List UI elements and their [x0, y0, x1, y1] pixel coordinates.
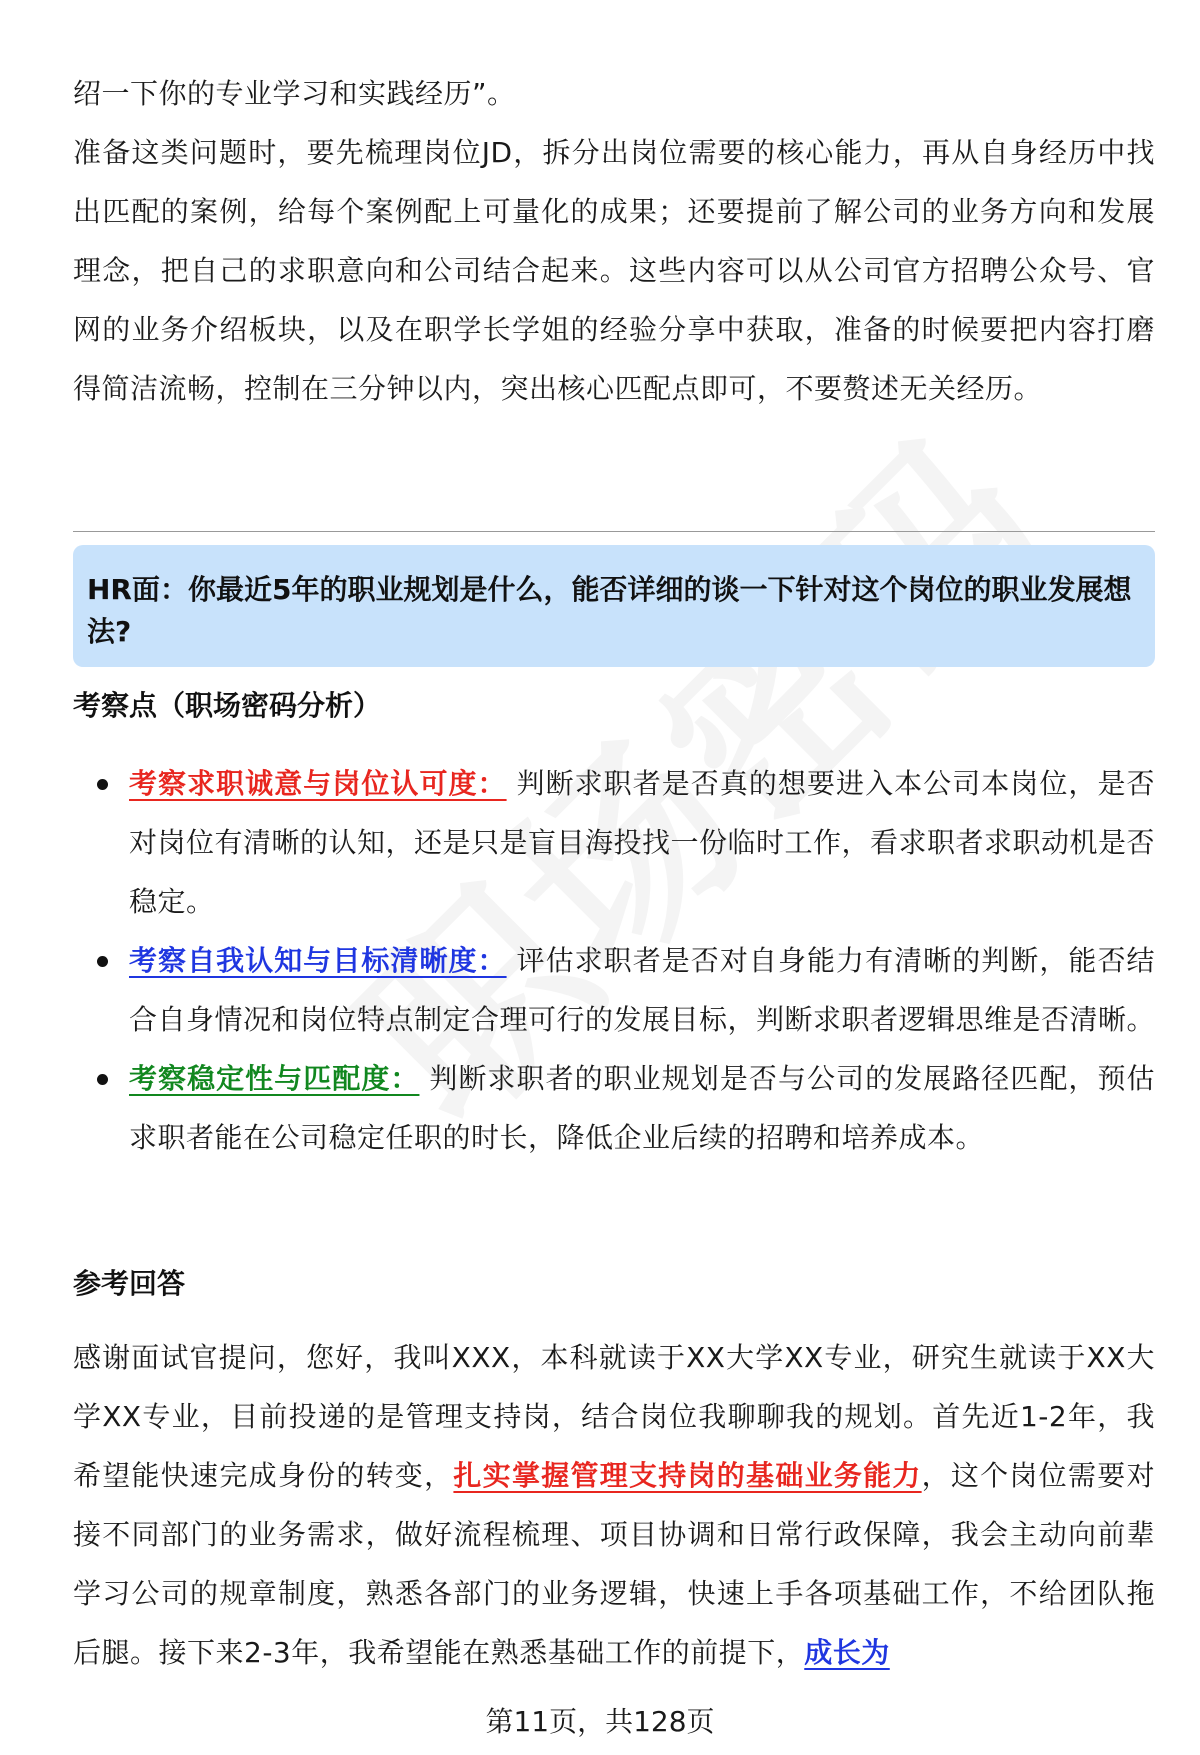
answer-paragraph — [73, 1328, 1155, 1682]
analysis-points-list — [73, 754, 1155, 1167]
point-text: 判断求职者是否真的想要进入本公司本岗位，是否对岗位有清晰的认知，还是只是盲目海投找一份临时工作，看求职者求职动机是否稳定。 — [129, 767, 1156, 918]
section-title-analysis: 考察点（职场密码分析） — [73, 689, 382, 722]
section-title-answer: 参考回答 — [73, 1267, 186, 1300]
bullet-icon — [97, 1074, 108, 1085]
question-text: HR面：你最近5年的职业规划是什么，能否详细的谈一下针对这个岗位的职业发展想法? — [87, 573, 1132, 648]
intro-line: 绍一下你的专业学习和实践经历”。 — [73, 77, 516, 110]
bullet-icon — [97, 956, 108, 967]
answer-text: ，这个岗位需要对接不同部门的业务需求，做好流程梳理、项目协调和日常行政保障，我会主动向前辈学习公司的规章制度，熟悉各部门的业务逻辑，快速上手各项基础工作，不给团队拖后腿。接下来2-3年，我希望能在熟悉基础工作的前提下， — [73, 1459, 1155, 1669]
answer-highlight: 成长为 — [804, 1636, 890, 1669]
point-keyword: 考察自我认知与目标清晰度： — [129, 944, 507, 977]
intro-section — [73, 64, 1155, 418]
answer-text: 感谢面试官提问，您好，我叫XXX，本科就读于XX大学XX专业，研究生就读于XX大学XX专业，目前投递的是管理支持岗，结合岗位我聊聊我的规划。首先近1-2年，我希望能快速完成身份的转变， — [73, 1341, 1155, 1492]
point-keyword: 考察稳定性与匹配度： — [129, 1062, 420, 1095]
page-number: 第11页，共128页 — [485, 1705, 715, 1738]
point-keyword: 考察求职诚意与岗位认可度： — [129, 767, 507, 800]
analysis-point — [73, 931, 1155, 1049]
point-text: 评估求职者是否对自身能力有清晰的判断，能否结合自身情况和岗位特点制定合理可行的发展目标，判断求职者逻辑思维是否清晰。 — [129, 944, 1156, 1036]
point-text: 判断求职者的职业规划是否与公司的发展路径匹配，预估求职者能在公司稳定任职的时长，降低企业后续的招聘和培养成本。 — [129, 1062, 1155, 1154]
question-box — [73, 545, 1155, 667]
intro-paragraph: 准备这类问题时，要先梳理岗位JD，拆分出岗位需要的核心能力，再从自身经历中找出匹配的案例，给每个案例配上可量化的成果；还要提前了解公司的业务方向和发展理念，把自己的求职意向和公司结合起来。这些内容可以从公司官方招聘公众号、官网的业务介绍板块，以及在职学长学姐的经验分享中获取，准备的时候要把内容打磨得简洁流畅，控制在三分钟以内，突出核心匹配点即可，不要赘述无关经历。 — [73, 136, 1155, 405]
answer-section — [73, 1328, 1155, 1682]
analysis-point — [73, 1049, 1155, 1167]
answer-highlight: 扎实掌握管理支持岗的基础业务能力 — [453, 1459, 922, 1492]
bullet-icon — [97, 779, 108, 790]
analysis-point — [73, 754, 1155, 931]
divider — [73, 531, 1155, 532]
